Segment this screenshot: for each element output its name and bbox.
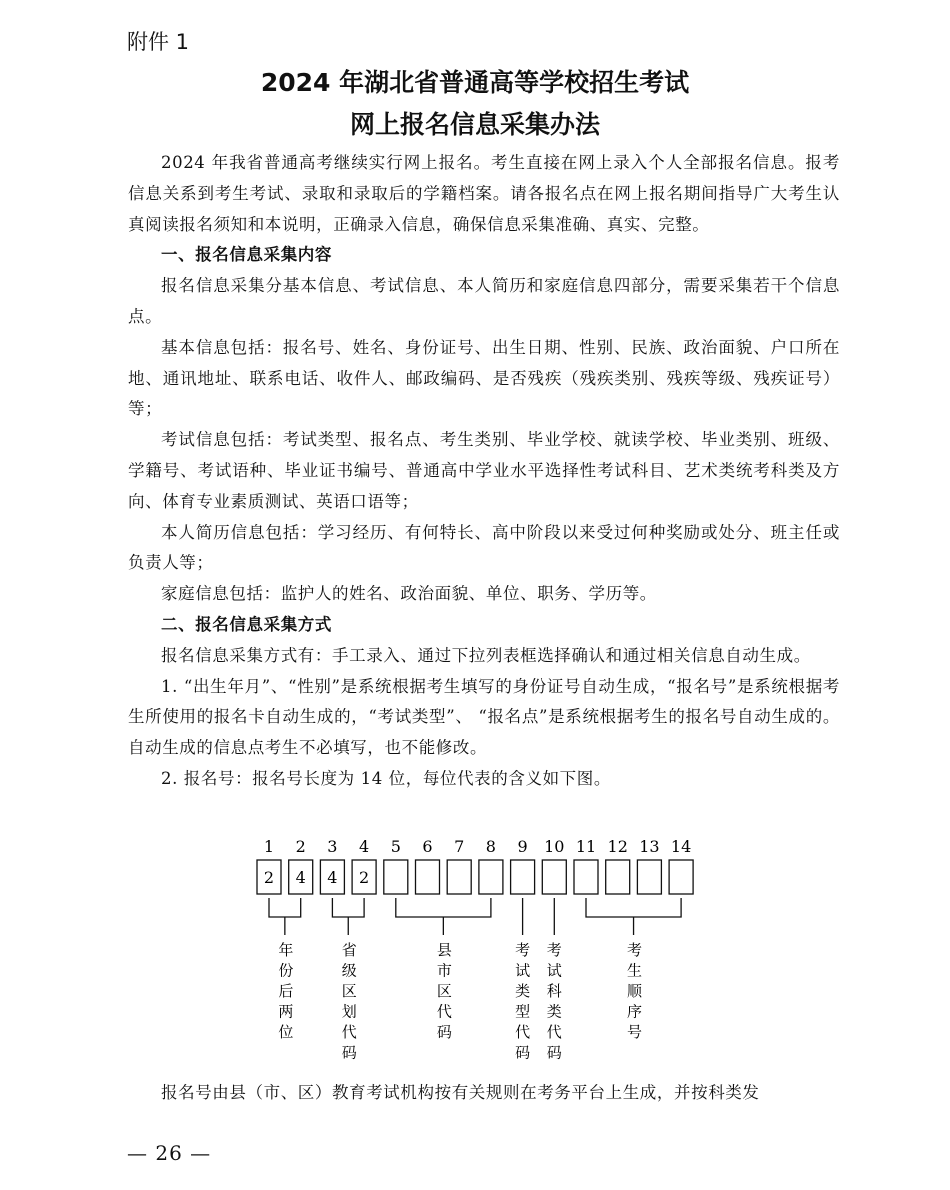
digit-box bbox=[542, 860, 566, 894]
section-heading: 一、报名信息采集内容 bbox=[161, 245, 332, 265]
group-label-char: 份 bbox=[278, 961, 294, 980]
position-number: 14 bbox=[670, 837, 692, 856]
group-label-char: 代 bbox=[436, 1002, 452, 1021]
body-paragraph: 家庭信息包括：监护人的姓名、政治面貌、单位、职务、学历等。 bbox=[161, 584, 657, 604]
position-number: 2 bbox=[295, 837, 306, 856]
group-label-char: 试 bbox=[515, 961, 531, 980]
page-number: — 26 — bbox=[127, 1141, 212, 1165]
group-label-char: 生 bbox=[627, 961, 643, 980]
digit-box bbox=[637, 860, 661, 894]
position-number: 10 bbox=[544, 837, 565, 856]
group-label-char: 代 bbox=[341, 1023, 357, 1041]
digit-box bbox=[447, 860, 471, 894]
group-label-char: 号 bbox=[627, 1023, 643, 1041]
position-number: 6 bbox=[422, 837, 433, 856]
digit-value: 2 bbox=[359, 868, 370, 887]
digit-box bbox=[574, 860, 598, 894]
group-label-char: 类 bbox=[515, 982, 531, 1000]
position-number: 7 bbox=[454, 837, 465, 856]
group-label-char: 考 bbox=[627, 941, 643, 959]
group-label-char: 码 bbox=[341, 1043, 357, 1062]
bracket-line bbox=[269, 898, 301, 935]
body-paragraph: 1. “出生年月”、“性别”是系统根据考生填写的身份证号自动生成，“报名号”是系统根据考生所使用的报名卡自动生成的，“考试类型”、 “报名点”是系统根据考生的报名号自动生成的。自动生成的信息点考生不必填写，也不能修改。 bbox=[128, 676, 840, 758]
group-label-char: 县 bbox=[436, 941, 452, 959]
digit-box bbox=[479, 860, 503, 894]
digit-box bbox=[511, 860, 535, 894]
digit-box bbox=[352, 860, 376, 894]
group-label-char: 区 bbox=[436, 982, 452, 1000]
group-label-char: 考 bbox=[546, 941, 562, 959]
group-label-char: 型 bbox=[515, 1002, 531, 1021]
body-paragraph: 基本信息包括：报名号、姓名、身份证号、出生日期、性别、民族、政治面貌、户口所在地、通讯地址、联系电话、收件人、邮政编码、是否残疾（残疾类别、残疾等级、残疾证号）等； bbox=[128, 337, 840, 419]
group-label-char: 代 bbox=[546, 1023, 562, 1041]
group-label-char: 区 bbox=[341, 982, 357, 1000]
position-number: 12 bbox=[607, 837, 628, 856]
digit-value: 4 bbox=[295, 868, 306, 887]
position-number: 3 bbox=[327, 837, 338, 856]
position-number: 11 bbox=[575, 837, 597, 856]
digit-box bbox=[669, 860, 693, 894]
document-title-line1: 2024 年湖北省普通高等学校招生考试 bbox=[260, 68, 690, 97]
position-number: 8 bbox=[485, 837, 496, 856]
body-text bbox=[128, 148, 840, 795]
digit-box bbox=[257, 860, 281, 894]
document-title-line2: 网上报名信息采集办法 bbox=[349, 110, 600, 139]
body-paragraph: 考试信息包括：考试类型、报名点、考生类别、毕业学校、就读学校、毕业类别、班级、学籍号、考试语种、毕业证书编号、普通高中学业水平选择性考试科目、艺术类统考科类及方向、体育专业素质测试、英语口语等； bbox=[128, 430, 840, 511]
group-label-char: 顺 bbox=[627, 982, 643, 1000]
group-label-char: 码 bbox=[546, 1043, 562, 1062]
attachment-label: 附件 1 bbox=[127, 30, 190, 54]
body-paragraph: 2024 年我省普通高考继续实行网上报名。考生直接在网上录入个人全部报名信息。报考信息关系到考生考试、录取和录取后的学籍档案。请各报名点在网上报名期间指导广大考生认真阅读报名须知和本说明，正确录入信息，确保信息采集准确、真实、完整。 bbox=[128, 153, 840, 234]
last-paragraph: 报名号由县（市、区）教育考试机构按有关规则在考务平台上生成，并按科类发 bbox=[161, 1083, 760, 1102]
position-number: 4 bbox=[359, 837, 370, 856]
body-paragraph: 本人简历信息包括：学习经历、有何特长、高中阶段以来受过何种奖励或处分、班主任或负责人等； bbox=[128, 522, 840, 573]
position-number: 5 bbox=[390, 837, 401, 856]
position-number: 9 bbox=[517, 837, 528, 856]
group-label-char: 码 bbox=[436, 1023, 452, 1041]
digit-box bbox=[416, 860, 440, 894]
section-heading: 二、报名信息采集方式 bbox=[161, 614, 332, 634]
group-label-char: 序 bbox=[627, 1002, 643, 1021]
position-number: 13 bbox=[639, 837, 660, 856]
group-label-char: 位 bbox=[278, 1023, 294, 1041]
bracket-line bbox=[396, 898, 491, 935]
body-paragraph: 2. 报名号：报名号长度为 14 位，每位代表的含义如下图。 bbox=[161, 768, 611, 788]
position-number: 1 bbox=[263, 837, 275, 856]
group-label-char: 试 bbox=[546, 961, 562, 980]
digit-value: 4 bbox=[327, 868, 338, 887]
group-label-char: 两 bbox=[278, 1002, 294, 1021]
digit-box bbox=[289, 860, 313, 894]
group-label-char: 级 bbox=[341, 961, 357, 980]
body-paragraph: 报名信息采集方式有：手工录入、通过下拉列表框选择确认和通过相关信息自动生成。 bbox=[161, 645, 811, 665]
digit-value: 2 bbox=[263, 868, 275, 887]
bracket-line bbox=[332, 898, 364, 935]
group-label-char: 省 bbox=[341, 941, 357, 959]
bracket-line bbox=[586, 898, 681, 935]
digit-box bbox=[384, 860, 408, 894]
group-label-char: 市 bbox=[436, 961, 452, 980]
group-label-char: 考 bbox=[515, 941, 531, 959]
group-label-char: 年 bbox=[278, 941, 294, 959]
group-label-char: 码 bbox=[515, 1043, 531, 1062]
digit-box bbox=[320, 860, 344, 894]
group-label-char: 科 bbox=[546, 982, 562, 1000]
group-label-char: 类 bbox=[546, 1002, 562, 1021]
group-label-char: 代 bbox=[515, 1023, 531, 1041]
body-paragraph: 报名信息采集分基本信息、考试信息、本人简历和家庭信息四部分，需要采集若干个信息点。 bbox=[128, 276, 840, 326]
group-label-char: 后 bbox=[278, 982, 294, 1000]
digit-box bbox=[606, 860, 630, 894]
group-label-char: 划 bbox=[341, 1002, 357, 1021]
